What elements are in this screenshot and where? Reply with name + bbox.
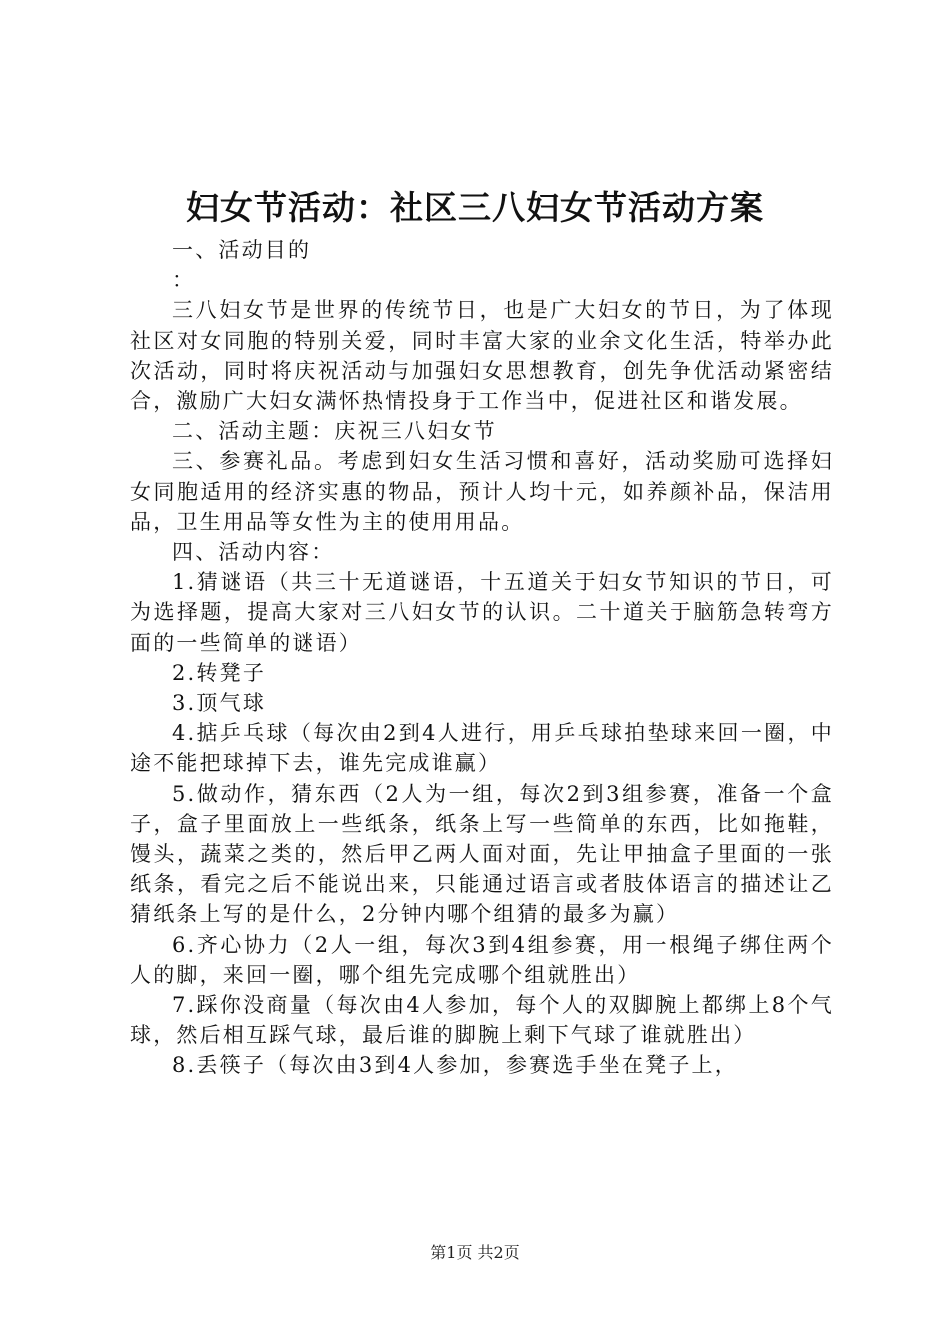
document-body — [130, 235, 834, 1081]
section-heading-content: 四、活动内容： — [172, 540, 335, 565]
section-heading-purpose: 一、活动目的 — [172, 238, 312, 262]
list-item-chopsticks: 8.丢筷子（每次由3到4人参加，参赛选手坐在凳子上， — [172, 1053, 738, 1078]
list-item-charades: 5.做动作，猜东西（2人为一组，每次2到3组参赛，准备一个盒子，盒子里面放上一些纸条，纸条上写一些简单的东西，比如拖鞋，馒头，蔬菜之类的，然后甲乙两人面对面，先让甲抽盒子里面的一张纸条，看完之后不能说出来，只能通过语言或者肢体语言的描述让乙猜纸条上写的是什么，2分钟内哪个组猜的最多为赢） — [130, 781, 834, 927]
list-item-stomp: 7.踩你没商量（每次由4人参加，每个人的双脚腕上都绑上8个气球，然后相互踩气球，最后谁的脚腕上剩下气球了谁就胜出） — [130, 993, 834, 1048]
section-heading-theme: 二、活动主题：庆祝三八妇女节 — [172, 419, 497, 444]
document-title: 妇女节活动：社区三八妇女节活动方案 — [186, 188, 764, 227]
list-item-balloon: 3.顶气球 — [172, 691, 267, 716]
page-footer: 第1页 共2页 — [430, 1243, 520, 1262]
list-item-riddles: 1.猜谜语（共三十无道谜语，十五道关于妇女节知识的节日，可为选择题，提高大家对三八妇女节的认识。二十道关于脑筋急转弯方面的一些简单的谜语） — [130, 570, 834, 655]
list-item-ping-pong: 4.掂乒乓球（每次由2到4人进行，用乒乓球拍垫球来回一圈，中途不能把球掉下去，谁先完成谁赢） — [130, 721, 834, 776]
list-item-stool: 2.转凳子 — [172, 660, 267, 685]
paragraph-purpose: 三八妇女节是世界的传统节日，也是广大妇女的节日，为了体现社区对女同胞的特别关爱，同时丰富大家的业余文化生活，特举办此次活动，同时将庆祝活动与加强妇女思想教育，创先争优活动紧密结合，激励广大妇女满怀热情投身于工作当中，促进社区和谐发展。 — [130, 298, 834, 414]
list-item-teamwork: 6.齐心协力（2人一组，每次3到4组参赛，用一根绳子绑住两个人的脚，来回一圈，哪个组先完成哪个组就胜出） — [130, 932, 834, 987]
paragraph-prizes: 三、参赛礼品。考虑到妇女生活习惯和喜好，活动奖励可选择妇女同胞适用的经济实惠的物品，预计人均十元，如养颜补品，保洁用品，卫生用品等女性为主的使用用品。 — [130, 449, 834, 534]
paragraph-colon: ： — [172, 268, 196, 293]
